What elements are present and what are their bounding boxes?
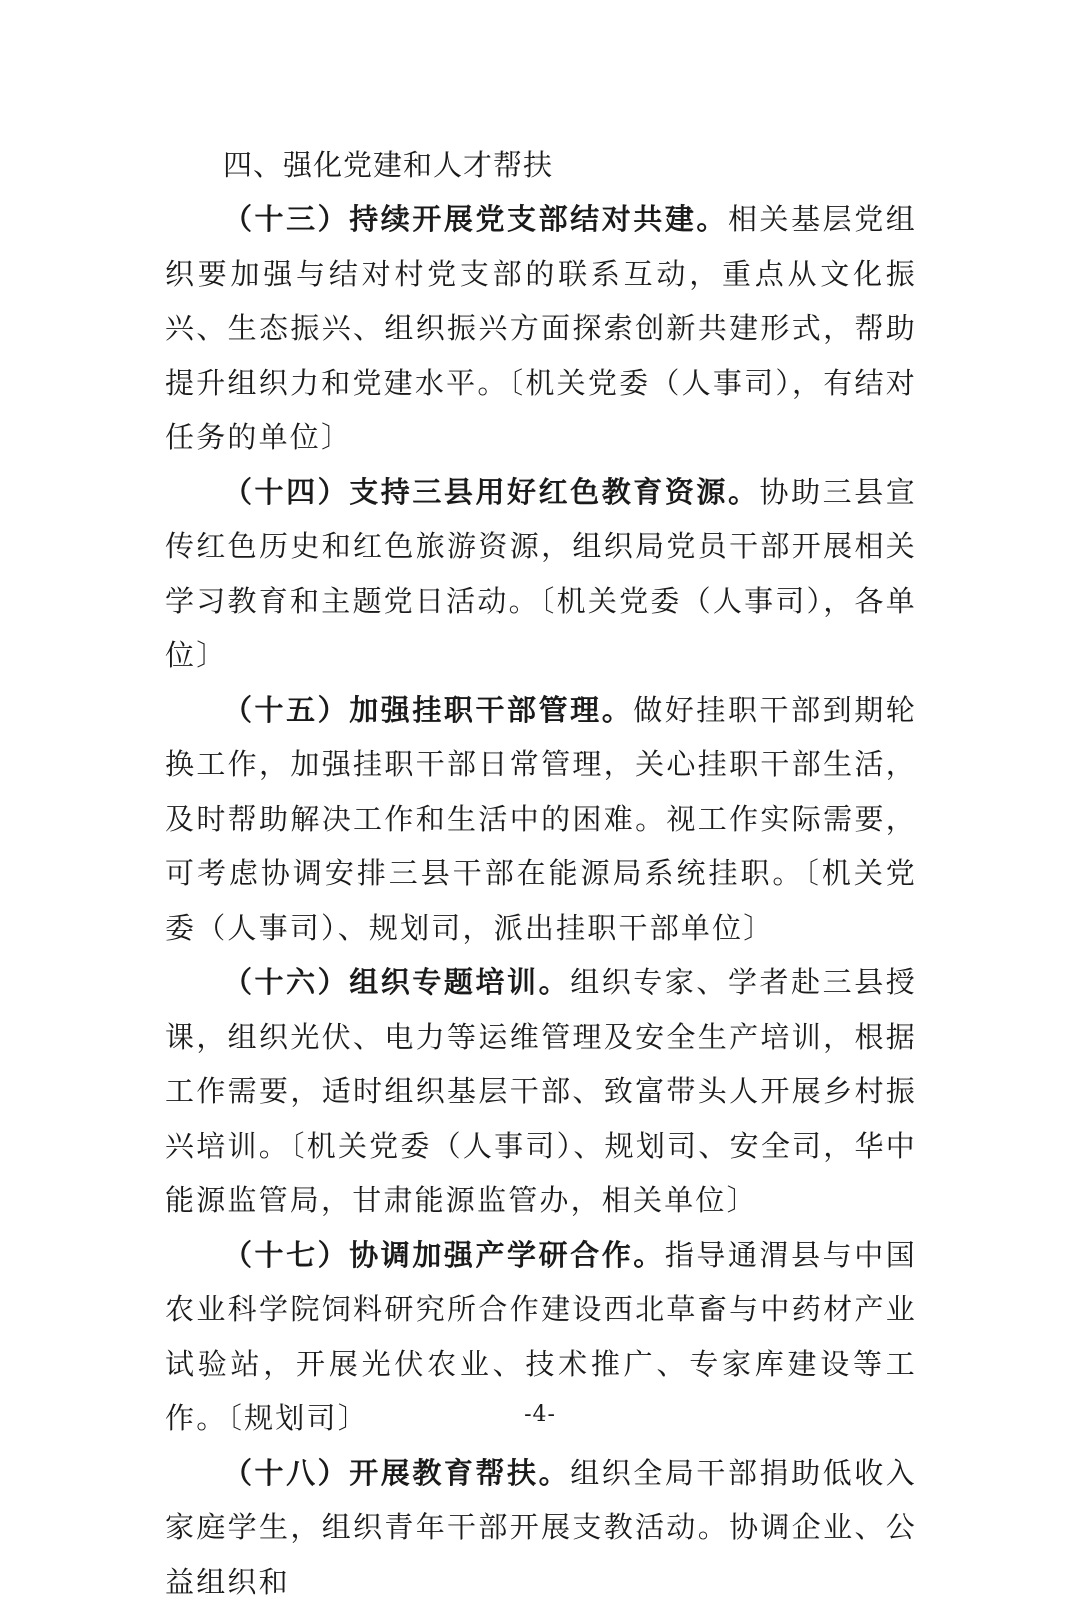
paragraph-14-title: （十四）支持三县用好红色教育资源。: [223, 475, 760, 509]
paragraph-15: [165, 683, 917, 956]
section-heading: 四、强化党建和人才帮扶: [165, 138, 917, 192]
paragraph-14: [165, 465, 917, 683]
paragraph-17-title: （十七）协调加强产学研合作。: [223, 1238, 665, 1272]
paragraph-18: [165, 1446, 917, 1609]
paragraph-16-title: （十六）组织专题培训。: [223, 965, 570, 999]
paragraph-15-body: 做好挂职干部到期轮换工作，加强挂职干部日常管理，关心挂职干部生活，及时帮助解决工作和生活中的困难。视工作实际需要，可考虑协调安排三县干部在能源局系统挂职。〔机关党委（人事司）、规划司，派出挂职干部单位〕: [165, 693, 917, 945]
paragraph-15-title: （十五）加强挂职干部管理。: [223, 693, 633, 727]
paragraph-18-body: 组织全局干部捐助低收入家庭学生，组织青年干部开展支教活动。协调企业、公益组织和: [165, 1456, 917, 1599]
page-number: -4-: [0, 1402, 1080, 1427]
paragraph-16-body: 组织专家、学者赴三县授课，组织光伏、电力等运维管理及安全生产培训，根据工作需要，适时组织基层干部、致富带头人开展乡村振兴培训。〔机关党委（人事司）、规划司、安全司，华中能源监管局，甘肃能源监管办，相关单位〕: [165, 965, 917, 1217]
paragraph-13-title: （十三）持续开展党支部结对共建。: [223, 202, 728, 236]
document-body: [165, 138, 917, 1609]
paragraph-18-title: （十八）开展教育帮扶。: [223, 1456, 570, 1490]
paragraph-16: [165, 955, 917, 1228]
paragraph-17-body: 指导通渭县与中国农业科学院饲料研究所合作建设西北草畜与中药材产业试验站，开展光伏农业、技术推广、专家库建设等工作。〔规划司〕: [165, 1238, 917, 1436]
paragraph-13: [165, 192, 917, 465]
paragraph-13-body: 相关基层党组织要加强与结对村党支部的联系互动，重点从文化振兴、生态振兴、组织振兴方面探索创新共建形式，帮助提升组织力和党建水平。〔机关党委（人事司），有结对任务的单位〕: [165, 202, 917, 454]
paragraph-14-body: 协助三县宣传红色历史和红色旅游资源，组织局党员干部开展相关学习教育和主题党日活动。〔机关党委（人事司），各单位〕: [165, 475, 917, 673]
